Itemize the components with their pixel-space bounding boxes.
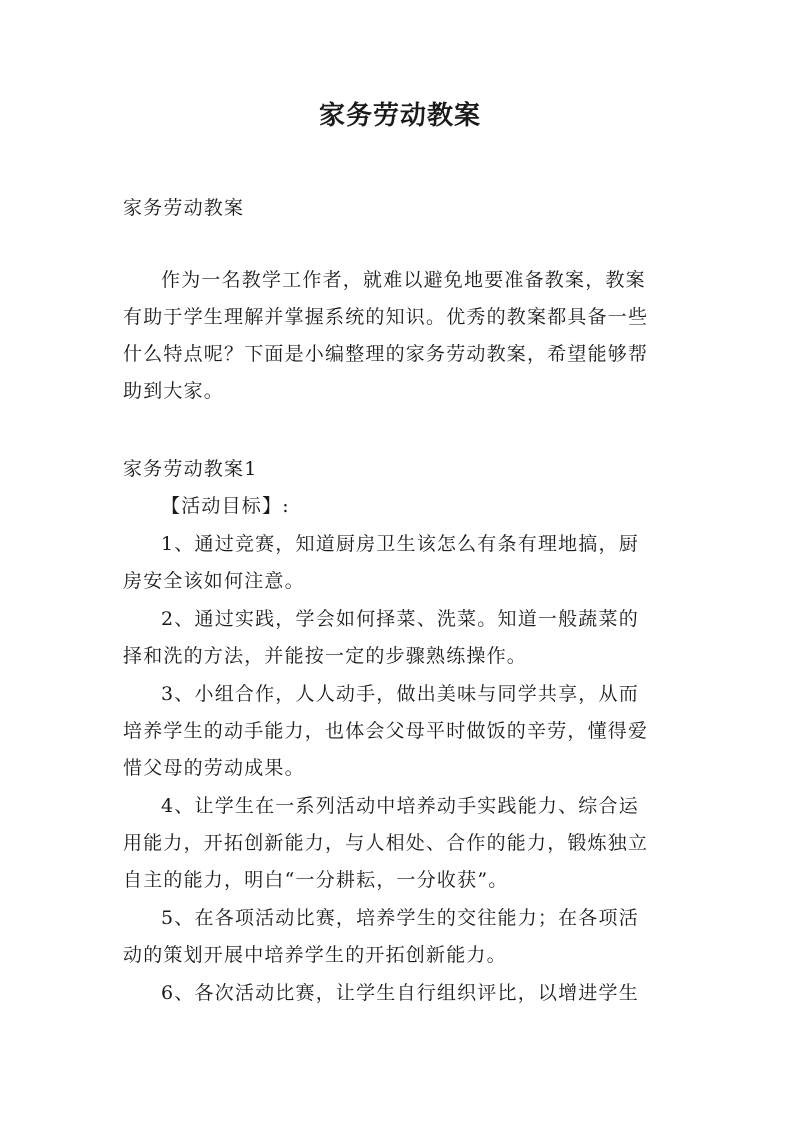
objective-line: 用能力，开拓创新能力，与人相处、合作的能力，锻炼独立 [123,832,649,854]
objectives-heading: 【活动目标】: [161,495,290,517]
intro-line: 什么特点呢？下面是小编整理的家务劳动教案，希望能够帮 [123,343,649,365]
objective-line: 5、在各项活动比赛，培养学生的交往能力；在各项活 [161,907,639,929]
document-subtitle: 家务劳动教案 [123,197,245,219]
objective-line: 动的策划开展中培养学生的开拓创新能力。 [123,944,507,966]
objective-line: 2、通过实践，学会如何择菜、洗菜。知道一般蔬菜的 [161,608,639,630]
intro-line: 作为一名教学工作者，就难以避免地要准备教案，教案 [161,269,646,291]
intro-line: 有助于学生理解并掌握系统的知识。优秀的教案都具备一些 [123,306,649,328]
objective-line: 自主的能力，明白“一分耕耘，一分收获”。 [123,869,509,891]
objective-line: 4、让学生在一系列活动中培养动手实践能力、综合运 [161,795,639,817]
objective-line: 择和洗的方法，并能按一定的步骤熟练操作。 [123,645,528,667]
objective-line: 1、通过竞赛，知道厨房卫生该怎么有条有理地搞，厨 [161,533,639,555]
objective-line: 6、各次活动比赛，让学生自行组织评比，以增进学生 [161,982,639,1004]
intro-line: 助到大家。 [123,380,225,402]
section-heading: 家务劳动教案1 [123,458,258,480]
objective-line: 培养学生的动手能力，也体会父母平时做饭的辛劳，懂得爱 [123,720,649,742]
objective-line: 房安全该如何注意。 [123,570,305,592]
objective-line: 惜父母的劳动成果。 [123,757,305,779]
document-title: 家务劳动教案 [318,101,481,131]
objective-line: 3、小组合作，人人动手，做出美味与同学共享，从而 [161,683,639,705]
